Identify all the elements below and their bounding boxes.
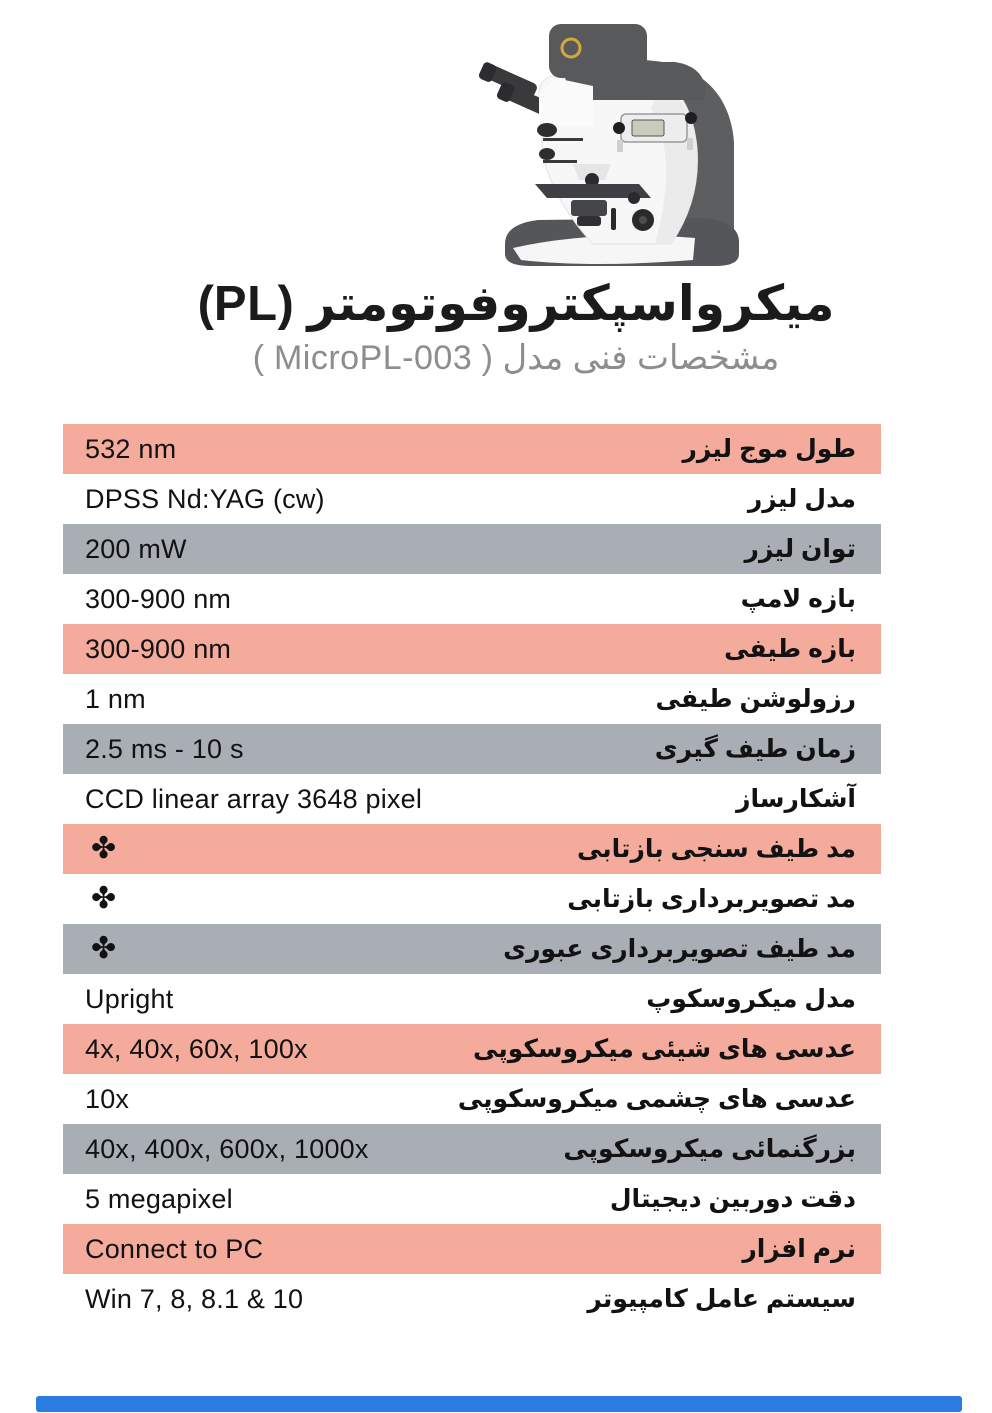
spec-value: 10x (85, 1083, 130, 1114)
spec-label: نرم افزار (742, 1235, 856, 1263)
spec-row (63, 974, 881, 1024)
four-petal-asterisk-icon: ✤ (91, 932, 117, 965)
spec-row (63, 1124, 881, 1174)
spec-label: عدسی های شیئی میکروسکوپی (473, 1035, 856, 1063)
horizontal-scrollbar[interactable] (36, 1396, 962, 1412)
spec-row (63, 774, 881, 824)
spec-label: توان لیزر (744, 535, 856, 563)
spec-row (63, 1024, 881, 1074)
spec-label: مد تصویربرداری بازتابی (567, 885, 856, 913)
spec-label: بازه طیفی (724, 635, 856, 663)
spec-row (63, 574, 881, 624)
spec-row (63, 1274, 881, 1324)
spec-value: DPSS Nd:YAG (cw) (85, 483, 325, 514)
page-title: میکرواسپکتروفوتومتر (PL) (197, 277, 835, 331)
spec-label: مدل میکروسکوپ (646, 985, 856, 1013)
spec-label: آشکارساز (736, 785, 856, 813)
spec-label: رزولوشن طیفی (655, 685, 856, 713)
spec-value: 300-900 nm (85, 583, 232, 614)
spec-value: 5 megapixel (85, 1183, 233, 1214)
spec-label: زمان طیف گیری (654, 735, 856, 763)
page-subtitle: مشخصات فنی مدل ( MicroPL-003 ) (252, 339, 780, 378)
spec-value: CCD linear array 3648 pixel (85, 783, 423, 814)
spec-value: Connect to PC (85, 1233, 264, 1264)
spec-label: مدل لیزر (747, 485, 856, 513)
spec-value: 2.5 ms - 10 s (85, 733, 244, 764)
spec-value: 300-900 nm (85, 633, 232, 664)
spec-row (63, 874, 881, 924)
spec-row (63, 524, 881, 574)
spec-label: مد طیف تصویربرداری عبوری (503, 935, 856, 963)
spec-row (63, 824, 881, 874)
spec-row (63, 724, 881, 774)
spec-row (63, 424, 881, 474)
four-petal-asterisk-icon: ✤ (91, 882, 117, 915)
spec-label: طول موج لیزر (682, 435, 856, 463)
spec-row (63, 924, 881, 974)
spec-label: عدسی های چشمی میکروسکوپی (457, 1085, 856, 1113)
spec-row (63, 624, 881, 674)
spec-row (63, 1174, 881, 1224)
spec-value: Upright (85, 983, 174, 1014)
spec-row (63, 674, 881, 724)
spec-value: 40x, 400x, 600x, 1000x (85, 1133, 369, 1164)
microscope-product-image (443, 8, 778, 276)
spec-value: 4x, 40x, 60x, 100x (85, 1033, 308, 1064)
microscope-illustration (443, 8, 778, 276)
spec-table (63, 424, 881, 1324)
title-block (96, 276, 936, 378)
four-petal-asterisk-icon: ✤ (91, 832, 117, 865)
spec-label: سیستم عامل کامپیوتر (587, 1285, 856, 1313)
spec-label: بازه لامپ (740, 585, 856, 613)
spec-value: 200 mW (85, 533, 187, 564)
spec-row (63, 474, 881, 524)
spec-label: دقت دوربین دیجیتال (609, 1185, 856, 1213)
spec-row (63, 1074, 881, 1124)
spec-value: 1 nm (85, 683, 146, 714)
spec-row (63, 1224, 881, 1274)
spec-label: مد طیف سنجی بازتابی (576, 835, 856, 863)
spec-value: Win 7, 8, 8.1 & 10 (85, 1283, 304, 1314)
spec-value: 532 nm (85, 433, 177, 464)
spec-label: بزرگنمائی میکروسکوپی (563, 1135, 856, 1163)
